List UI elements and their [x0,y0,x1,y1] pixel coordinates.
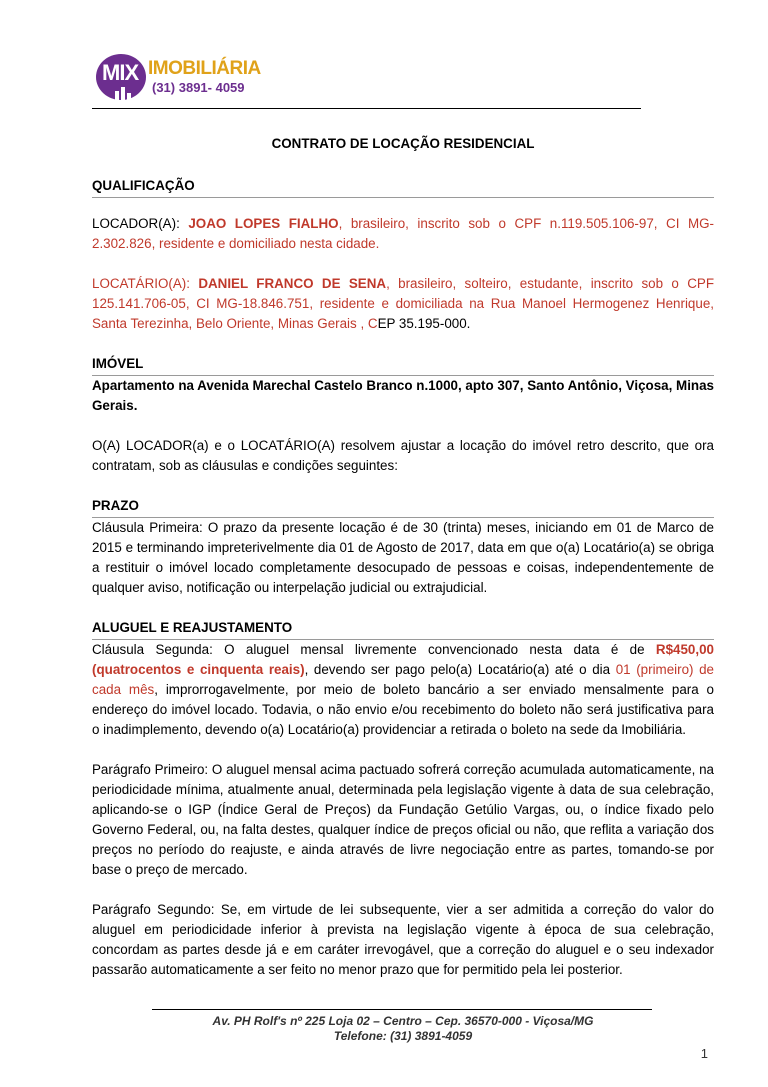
logo-phone: (31) 3891- 4059 [152,80,245,95]
due-day: 01 (primeiro) de cada mês [92,662,714,697]
property-address: Apartamento na Avenida Marechal Castelo Branco n.1000, apto 307, Santo Antônio, Viçosa, Minas Gerais. [92,378,714,413]
logo-name: IMOBILIÁRIA [148,58,261,79]
contract-body [92,126,714,980]
section-heading-qualificacao: QUALIFICAÇÃO [92,176,714,198]
paragraph-first: Parágrafo Primeiro: O aluguel mensal acima pactuado sofrerá correção acumulada automaticamente, na periodicidade mínima, atualmente anual, determinada pela legislação vigente à data de sua celebração, aplicando-se o IGP (Índice Geral de Preços) da Fundação Getúlio Vargas, ou, o índice fixado pelo Governo Federal, ou, na falta destes, qualquer índice de preços oficial ou não, que reflita a variação dos preços no período do reajuste, e ainda através de livre negociação entre as partes, tomando-se por base o preço de mercado. [92,762,714,877]
locatario-name: DANIEL FRANCO DE SENA [198,276,387,291]
locador-paragraph: LOCADOR(A): JOAO LOPES FIALHO, brasileiro, inscrito sob o CPF n.119.505.106-97, CI MG-2.302.826, residente e domiciliado nesta cidade. [92,216,714,251]
clause-first: Cláusula Primeira: O prazo da presente locação é de 30 (trinta) meses, iniciando em 01 de Marco de 2015 e terminando impreterivelmente dia 01 de Agosto de 2017, data em que o(a) Locatário(a) se obriga a restituir o imóvel locado completamente desocupado de pessoas e coisas, independentemente de qualquer aviso, notificação ou interpelação judicial ou extrajudicial. [92,520,714,595]
section-heading-aluguel: ALUGUEL E REAJUSTAMENTO [92,618,714,640]
company-logo [92,52,262,104]
logo-mix-text: MIX [102,60,139,85]
page-number: 1 [700,1046,708,1061]
paragraph-second: Parágrafo Segundo: Se, em virtude de lei subsequente, vier a ser admitida a correção do valor do aluguel em periodicidade inferior à prevista na legislação vigente à época de sua celebração, concordam as partes desde já e em caráter irrevogável, que a correção do aluguel e o seu indexador passarão automaticamente a ser feito no menor prazo que for permitido pela lei posterior. [92,902,714,977]
locador-name: JOAO LOPES FIALHO [188,216,339,231]
footer-phone: Telefone: (31) 3891-4059 [333,1029,473,1043]
footer-divider [152,1009,652,1010]
header-divider [92,108,641,109]
building-icon [114,86,134,100]
intro-paragraph: O(A) LOCADOR(a) e o LOCATÁRIO(A) resolvem ajustar a locação do imóvel retro descrito, que ora contratam, sob as cláusulas e condições seguintes: [92,438,714,473]
document-title: CONTRATO DE LOCAÇÃO RESIDENCIAL [271,136,535,151]
section-heading-prazo: PRAZO [92,496,714,518]
footer-address: Av. PH Rolf's nº 225 Loja 02 – Centro – Cep. 36570-000 - Viçosa/MG [212,1014,594,1028]
locatario-paragraph: LOCATÁRIO(A): DANIEL FRANCO DE SENA, brasileiro, solteiro, estudante, inscrito sob o CPF 125.141.706-05, CI MG-18.846.751, residente e domiciliada na Rua Manoel Hermogenez Henrique, Santa Terezinha, Belo Oriente, Minas Gerais , CEP 35.195-000. [92,276,714,331]
section-heading-imovel: IMÓVEL [92,354,714,376]
clause-second: Cláusula Segunda: O aluguel mensal livremente convencionado nesta data é de R$450,00 (quatrocentos e cinquenta reais), devendo ser pago pelo(a) Locatário(a) até o dia 01 (primeiro) de cada mês, improrrogavelmente, por meio de boleto bancário a ser enviado mensalmente para o endereço do imóvel locado. Todavia, o não envio e/ou recebimento do boleto não será justificativa para o inadimplemento, devendo o(a) Locatário(a) providenciar a retirada o boleto na sede da Imobiliária. [92,642,714,737]
rent-value: R$450,00 (quatrocentos e cinquenta reais) [92,642,714,677]
